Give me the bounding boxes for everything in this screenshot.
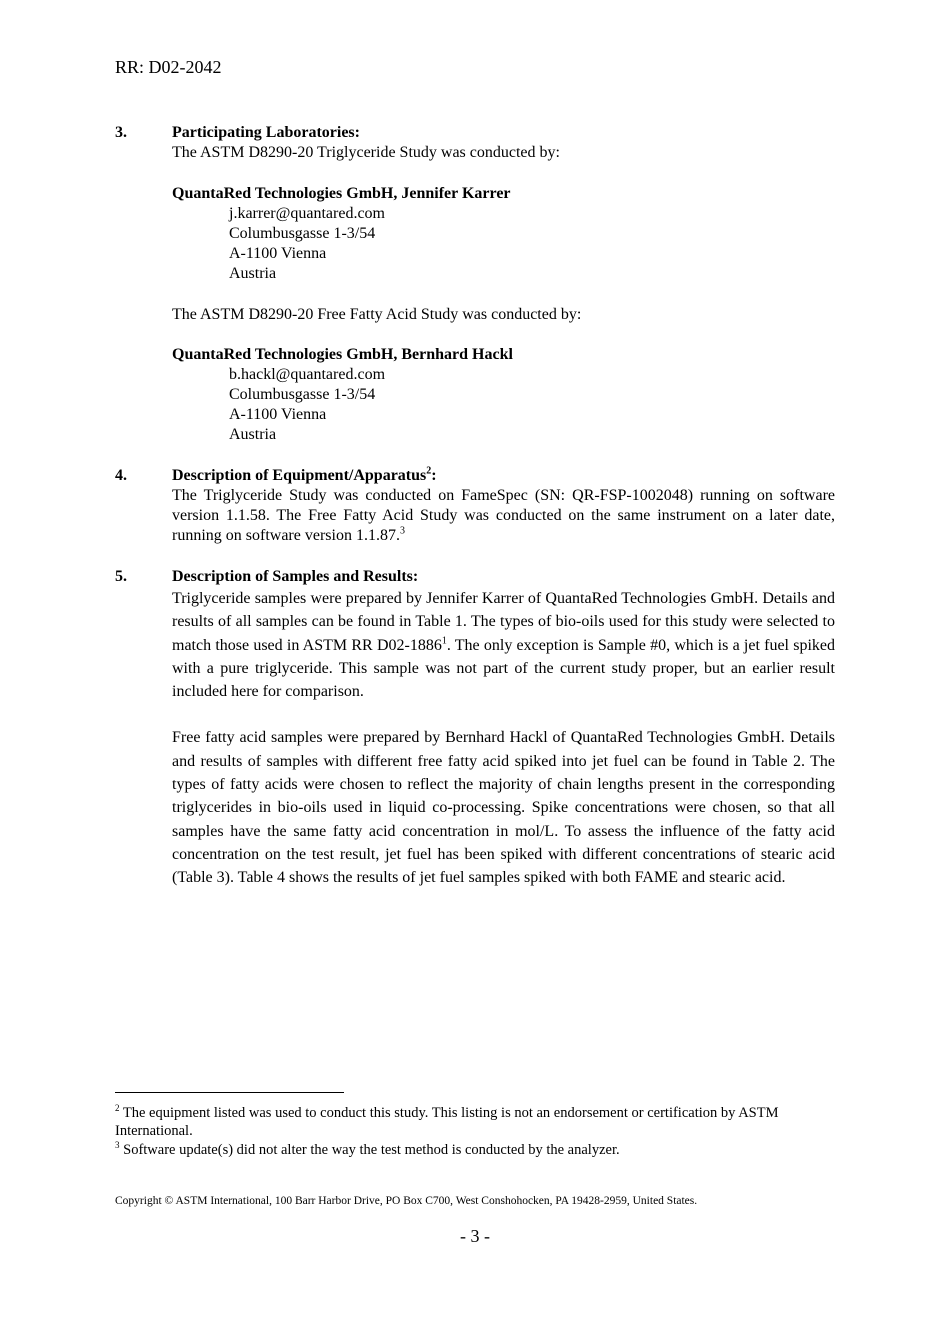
lab-1-email: j.karrer@quantared.com [229,205,385,222]
footnote-2: $^2$ The equipment listed was used to conduct this study. This listing is not an endorsement or certification by ASTM International. [115,1103,779,1139]
page-number: - 3 - [460,1226,490,1246]
footnote-ref-1: 1 [441,635,447,647]
lab-2-country: Austria [229,426,277,443]
lab-2-email: b.hackl@quantared.com [229,366,386,383]
section-5-paragraph-2: Free fatty acid samples were prepared by Bernhard Hackl of QuantaRed Technologies GmbH. Details and results of samples with different free fatty acid spiked into jet fuel can be found in Table 2. The types of fatty acids were chosen to reflect the majority of chain lengths present in the corresponding triglycerides in bio-oils used in liquid co-processing. Spike concentrations were chosen, so that all samples have the same fatty acid concentration in mol/L. To assess the influence of the fatty acid concentration on the test result, jet fuel has been spiked with different concentrations of stearic acid (Table 3). Table 4 shows the results of jet fuel samples spiked with both FAME and stearic acid. [172,729,835,887]
footnote-ref-3: 3 [399,525,405,537]
section-5-paragraph-1: Triglyceride samples were prepared by Jennifer Karrer of QuantaRed Technologies GmbH. Details and results of all samples can be found in Table 1. The types of bio-oils used for this study were selected to match those used in ASTM RR D02-1886$^1$. The only exception is Sample #0, which is a jet fuel spiked with a pure triglyceride. This sample was not part of the current study proper, but an earlier result included here for comparison. [172,590,836,701]
section-4-text: The Triglyceride Study was conducted on FameSpec (SN: QR-FSP-1002048) running on software version 1.1.58. The Free Fatty Acid Study was conducted on the same instrument on a later date, running on software version 1.1.87.$^3$ [172,487,835,544]
copyright-notice: Copyright © ASTM International, 100 Barr Harbor Drive, PO Box C700, West Conshohocken, PA 19428-2959, United States. [115,1195,698,1207]
section-3-intro-1: The ASTM D8290-20 Triglyceride Study was conducted by: [172,144,560,161]
footnote-ref-2: 2 [426,465,432,477]
lab-1-country: Austria [229,265,277,282]
lab-2-name: QuantaRed Technologies GmbH, Bernhard Hackl [172,346,513,363]
lab-1-street: Columbusgasse 1-3/54 [229,225,376,242]
section-3-intro-2: The ASTM D8290-20 Free Fatty Acid Study was conducted by: [172,306,582,323]
section-5-title: Description of Samples and Results: [172,568,419,585]
section-3 [115,123,835,445]
footnote-3: $^3$ Software update(s) did not alter the way the test method is conducted by the analyzer. [115,1140,620,1158]
footnote-divider [115,1092,344,1093]
section-5 [115,567,835,890]
lab-1-city: A-1100 Vienna [229,245,327,262]
section-4-title: Description of Equipment/Apparatus$^2$: [172,465,437,484]
lab-2-street: Columbusgasse 1-3/54 [229,386,376,403]
section-4 [115,466,835,546]
section-5-number: 5. [115,568,127,585]
section-3-title: Participating Laboratories: [172,124,360,141]
lab-1-name: QuantaRed Technologies GmbH, Jennifer Karrer [172,185,511,202]
lab-2-city: A-1100 Vienna [229,406,327,423]
report-id: RR: D02-2042 [115,57,222,77]
section-4-number: 4. [115,467,127,484]
section-3-number: 3. [115,124,127,141]
